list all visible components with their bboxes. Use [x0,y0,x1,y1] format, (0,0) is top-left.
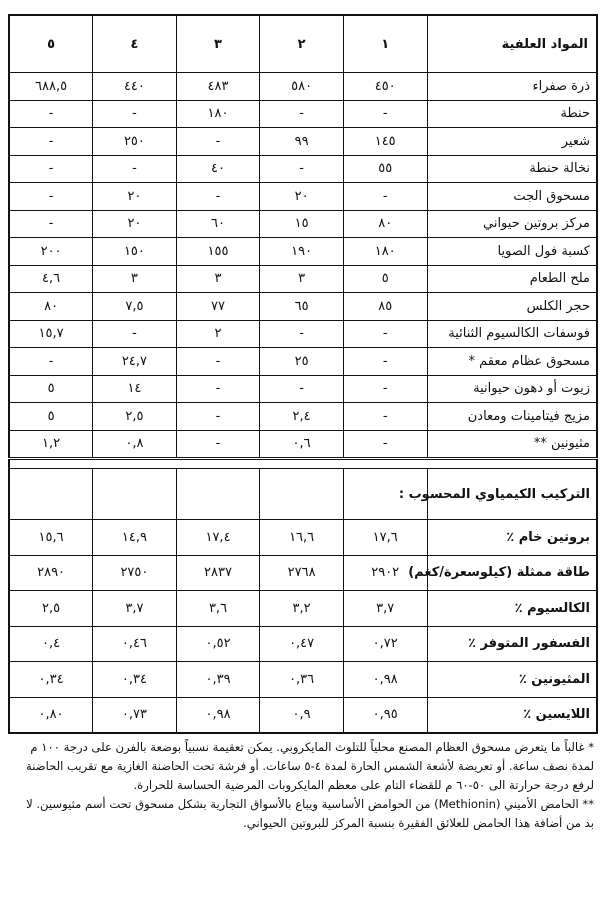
value-cell: ٦٠ [176,210,260,238]
calculated-section [9,469,597,734]
value-cell: ٠,٧٢ [343,626,427,662]
row-label: زيوت أو دهون حيوانية [427,375,597,403]
value-cell: ٣,٧ [93,591,177,627]
row-label: حنطة [427,100,597,128]
value-cell: - [343,183,427,211]
ingredient-row [9,210,597,238]
value-cell: ٣,٦ [176,591,260,627]
header-formula-4: ٤ [93,15,177,73]
value-cell: ٨٥ [343,293,427,321]
value-cell: ٤٥٠ [343,73,427,101]
value-cell: ٢٥٠ [93,128,177,156]
header-ingredients: المواد العلفية [427,15,597,73]
value-cell: ٢٥ [260,348,344,376]
ingredient-row [9,238,597,266]
table-header-row [9,15,597,73]
value-cell: ٢٠٠ [9,238,93,266]
ingredient-row [9,293,597,321]
row-label: حجر الكلس [427,293,597,321]
row-label: مزيج فيتامينات ومعادن [427,403,597,431]
value-cell: ٠,٣٩ [176,662,260,698]
row-label: اللايسين ٪ [427,697,597,733]
value-cell: ٦٨٨,٥ [9,73,93,101]
value-cell: ٠,٣٤ [93,662,177,698]
value-cell: ٤,٦ [9,265,93,293]
ingredient-row [9,320,597,348]
calculated-title: التركيب الكيمياوي المحسوب : [427,469,597,520]
row-label: مركز بروتين حيواني [427,210,597,238]
value-cell: ٢,٥ [9,591,93,627]
value-cell: ٩٩ [260,128,344,156]
value-cell: ١٧,٦ [343,520,427,556]
value-cell: ٦٥ [260,293,344,321]
value-cell: ٧٧ [176,293,260,321]
value-cell: ٠,٧٣ [93,697,177,733]
value-cell: - [9,100,93,128]
value-cell: ٠,٣٦ [260,662,344,698]
value-cell: ١٤ [93,375,177,403]
header-formula-3: ٣ [176,15,260,73]
value-cell: ٨٠ [9,293,93,321]
value-cell: ٨٠ [343,210,427,238]
value-cell: ٤٨٣ [176,73,260,101]
value-cell: - [9,128,93,156]
row-label: مثيونين ** [427,430,597,459]
value-cell: ٤٤٠ [93,73,177,101]
value-cell: ٠,٤ [9,626,93,662]
calculated-row [9,555,597,591]
footnotes [10,738,598,833]
calculated-row [9,697,597,733]
value-cell: ٢٧٥٠ [93,555,177,591]
row-label: ملح الطعام [427,265,597,293]
row-label: كسبة فول الصويا [427,238,597,266]
feed-formula-table [8,14,598,734]
value-cell: - [343,403,427,431]
value-cell: ٢٧٦٨ [260,555,344,591]
value-cell: ٣ [176,265,260,293]
value-cell: - [343,100,427,128]
value-cell: - [260,375,344,403]
value-cell: ١٨٠ [176,100,260,128]
value-cell: ١٥٥ [176,238,260,266]
value-cell: - [9,183,93,211]
row-label: الكالسيوم ٪ [427,591,597,627]
value-cell: ١٤٥ [343,128,427,156]
value-cell: - [93,100,177,128]
ingredients-section [9,73,597,459]
value-cell: ١٥,٧ [9,320,93,348]
value-cell: ٢٩٠٢ [343,555,427,591]
value-cell: ٢٨٩٠ [9,555,93,591]
value-cell: ٠,٤٦ [93,626,177,662]
header-formula-2: ٢ [260,15,344,73]
calculated-row [9,662,597,698]
value-cell: ٠,٩٨ [176,697,260,733]
row-label: طاقة ممثلة (كيلوسعرة/كغم) [427,555,597,591]
value-cell: ١٥,٦ [9,520,93,556]
value-cell: ٤٠ [176,155,260,183]
value-cell: ٠,٩٨ [343,662,427,698]
header-formula-5: ٥ [9,15,93,73]
value-cell: ٢ [176,320,260,348]
header-formula-1: ١ [343,15,427,73]
value-cell: ٠,٨٠ [9,697,93,733]
value-cell: - [176,128,260,156]
value-cell: ٢٠ [93,210,177,238]
ingredient-row [9,183,597,211]
ingredient-row [9,100,597,128]
value-cell: - [260,155,344,183]
value-cell: ١,٢ [9,430,93,459]
footnote-bone-meal: * غالباً ما يتعرض مسحوق العظام المصنع محلياً للتلوث المايكروبي. يمكن تعقيمة نسبياً بوضعة بالفرن على درجة ١٠٠ م لمدة نصف ساعة. أو تعريضة لأشعة الشمس الحارة لمدة ٤-٥ ساعات. أو فرشة تحت الحاضنة الغازية مع تقريب الحاضنة لرفع درجة حرارتة الى ٥٠-٦٠ م للقضاء التام على معظم المايكروبات المرضية الحساسة للحرارة. [26,740,594,792]
value-cell: - [343,375,427,403]
value-cell: ٠,٤٧ [260,626,344,662]
value-cell: ٠,٥٢ [176,626,260,662]
document-page [10,14,598,833]
value-cell: ١٨٠ [343,238,427,266]
value-cell: ٢٠ [260,183,344,211]
value-cell: ٧,٥ [93,293,177,321]
value-cell: - [9,155,93,183]
value-cell: - [343,320,427,348]
value-cell: ٢٠ [93,183,177,211]
value-cell: ٣ [93,265,177,293]
ingredient-row [9,403,597,431]
value-cell: ٥٥ [343,155,427,183]
ingredient-row [9,128,597,156]
calculated-row [9,520,597,556]
value-cell: ٢,٥ [93,403,177,431]
value-cell: ٥ [9,375,93,403]
value-cell: - [260,100,344,128]
ingredient-row [9,73,597,101]
section-divider [9,459,597,469]
row-label: المثيونين ٪ [427,662,597,698]
calculated-title-row [9,469,597,520]
ingredient-row [9,348,597,376]
value-cell: ١٩٠ [260,238,344,266]
value-cell: - [176,375,260,403]
calculated-row [9,591,597,627]
value-cell: ٢٤,٧ [93,348,177,376]
value-cell: - [343,430,427,459]
value-cell: - [260,320,344,348]
row-label: مسحوق الجت [427,183,597,211]
value-cell: - [176,430,260,459]
ingredient-row [9,430,597,459]
value-cell: ٢,٤ [260,403,344,431]
value-cell: ٠,٩٥ [343,697,427,733]
value-cell: - [176,403,260,431]
value-cell: ٣ [260,265,344,293]
footnote-methionine: ** الحامض الأميني (Methionin) من الحوامض الأساسية ويباع بالأسواق التجارية بشكل مسحوق تحت أسم مثيوسين. لا بد من أضافة هذا الحامض للعلائق الفقيرة بنسبة المركز للبروتين الحيواني. [26,797,594,830]
value-cell: ٣,٧ [343,591,427,627]
value-cell: ١٥ [260,210,344,238]
value-cell: - [176,183,260,211]
value-cell: ٥٨٠ [260,73,344,101]
row-label: نخالة حنطة [427,155,597,183]
value-cell: ١٥٠ [93,238,177,266]
ingredient-row [9,265,597,293]
value-cell: - [93,320,177,348]
ingredient-row [9,375,597,403]
value-cell: ١٤,٩ [93,520,177,556]
row-label: بروتين خام ٪ [427,520,597,556]
value-cell: ٠,٩ [260,697,344,733]
row-label: الفسفور المتوفر ٪ [427,626,597,662]
value-cell: ٥ [343,265,427,293]
value-cell: - [176,348,260,376]
value-cell: - [93,155,177,183]
value-cell: ٣,٢ [260,591,344,627]
ingredient-row [9,155,597,183]
value-cell: ٠,٣٤ [9,662,93,698]
row-label: مسحوق عظام معقم * [427,348,597,376]
calculated-row [9,626,597,662]
row-label: فوسفات الكالسيوم الثنائية [427,320,597,348]
value-cell: - [9,210,93,238]
value-cell: ٥ [9,403,93,431]
value-cell: ١٧,٤ [176,520,260,556]
row-label: شعير [427,128,597,156]
row-label: ذرة صفراء [427,73,597,101]
value-cell: ٢٨٣٧ [176,555,260,591]
value-cell: ١٦,٦ [260,520,344,556]
value-cell: - [343,348,427,376]
value-cell: ٠,٦ [260,430,344,459]
value-cell: - [9,348,93,376]
value-cell: ٠,٨ [93,430,177,459]
